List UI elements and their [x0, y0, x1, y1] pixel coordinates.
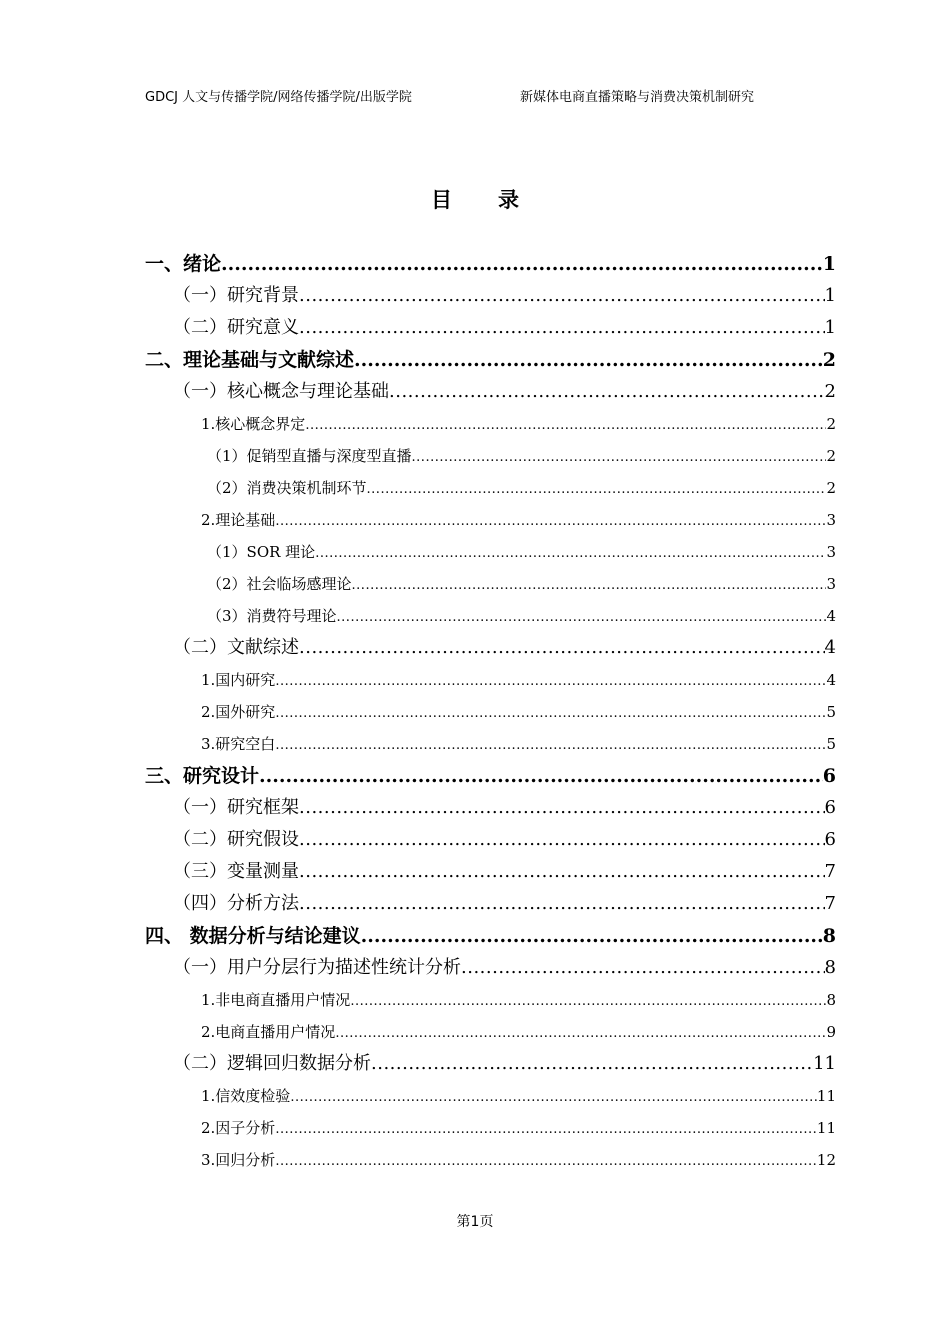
dot-leader	[259, 760, 823, 792]
dot-leader	[337, 602, 827, 634]
toc-entry-label: （二）研究意义	[173, 317, 299, 338]
toc-entry-page-number: 2	[826, 479, 836, 497]
toc-entry-label: （四）分析方法	[173, 893, 299, 914]
toc-entry-page-number: 4	[824, 637, 836, 658]
toc-entry-page-number: 11	[816, 1087, 836, 1105]
toc-entry-label: （1）SOR 理论	[207, 543, 316, 561]
dot-leader	[354, 344, 823, 376]
dot-leader	[335, 1018, 826, 1050]
toc-entry[interactable]	[145, 696, 836, 728]
toc-entry[interactable]	[145, 728, 836, 760]
dot-leader	[275, 506, 826, 538]
toc-entry-page-number: 1	[822, 253, 836, 275]
dot-leader	[275, 1114, 817, 1146]
toc-entry-page-number: 8	[824, 957, 836, 978]
dot-leader	[299, 888, 825, 920]
toc-entry[interactable]	[145, 1016, 836, 1048]
toc-entry[interactable]	[145, 952, 836, 984]
toc-entry[interactable]	[145, 600, 836, 632]
toc-entry-label: 2.国外研究	[201, 703, 276, 721]
toc-entry[interactable]	[145, 1048, 836, 1080]
toc-entry-page-number: 7	[824, 893, 836, 914]
toc-entry[interactable]	[145, 1144, 836, 1176]
dot-leader	[290, 1082, 817, 1114]
toc-entry-label: （2）社会临场感理论	[207, 575, 352, 593]
toc-entry-label: （2）消费决策机制环节	[207, 479, 367, 497]
toc-entry-label: （二）逻辑回归数据分析	[173, 1053, 371, 1074]
toc-entry[interactable]	[145, 504, 836, 536]
dot-leader	[299, 792, 825, 824]
toc-title: 目录	[431, 188, 565, 212]
toc-entry[interactable]	[145, 472, 836, 504]
toc-entry[interactable]	[145, 792, 836, 824]
dot-leader	[299, 824, 825, 856]
header-right-text: 新媒体电商直播策略与消费决策机制研究	[520, 90, 755, 105]
toc-entry-label: （三）变量测量	[173, 861, 299, 882]
toc-entry-page-number: 9	[826, 1023, 836, 1041]
toc-entry-page-number: 12	[816, 1151, 836, 1169]
toc-entry-label: （二）文献综述	[173, 637, 299, 658]
dot-leader	[371, 1048, 813, 1080]
dot-leader	[389, 376, 825, 408]
toc-entry-page-number: 11	[813, 1053, 836, 1074]
toc-entry[interactable]	[145, 344, 836, 376]
toc-entry-label: 3.研究空白	[201, 735, 276, 753]
toc-entry[interactable]	[145, 376, 836, 408]
toc-entry[interactable]	[145, 920, 836, 952]
toc-entry[interactable]	[145, 856, 836, 888]
toc-entry-label: （一）核心概念与理论基础	[173, 381, 389, 402]
toc-entry[interactable]	[145, 1080, 836, 1112]
toc-entry-label: （一）研究背景	[173, 285, 299, 306]
dot-leader	[299, 856, 825, 888]
toc-entry[interactable]	[145, 440, 836, 472]
toc-entry-page-number: 6	[824, 797, 836, 818]
dot-leader	[305, 410, 826, 442]
dot-leader	[367, 474, 827, 506]
page-footer: 第1页	[456, 1214, 494, 1230]
dot-leader	[315, 538, 826, 570]
dot-leader	[299, 632, 825, 664]
toc-entry-label: （一）用户分层行为描述性统计分析	[173, 957, 461, 978]
toc-entry-label: 一、绪论	[145, 253, 222, 275]
toc-entry[interactable]	[145, 984, 836, 1016]
dot-leader	[275, 666, 826, 698]
toc-entry-label: 2.理论基础	[201, 511, 276, 529]
dot-leader	[275, 1146, 817, 1178]
toc-entry-page-number: 2	[826, 415, 836, 433]
toc-entry-page-number: 1	[824, 317, 836, 338]
dot-leader	[350, 986, 826, 1018]
toc-entry-page-number: 2	[826, 447, 836, 465]
toc-entry-page-number: 3	[826, 575, 836, 593]
toc-entry-label: 2.电商直播用户情况	[201, 1023, 336, 1041]
toc-entry-label: 1.国内研究	[201, 671, 276, 689]
toc-entry-page-number: 1	[824, 285, 836, 306]
dot-leader	[275, 730, 826, 762]
toc-entry-page-number: 2	[822, 349, 836, 371]
toc-entry-label: （二）研究假设	[173, 829, 299, 850]
toc-entry-page-number: 3	[826, 511, 836, 529]
toc-entry[interactable]	[145, 888, 836, 920]
dot-leader	[299, 280, 825, 312]
table-of-contents	[145, 248, 836, 1176]
toc-entry-page-number: 4	[826, 607, 836, 625]
toc-entry-page-number: 6	[824, 829, 836, 850]
dot-leader	[299, 312, 825, 344]
toc-entry-page-number: 8	[822, 925, 836, 947]
dot-leader	[352, 570, 827, 602]
dot-leader	[461, 952, 825, 984]
toc-entry[interactable]	[145, 760, 836, 792]
toc-entry-page-number: 8	[826, 991, 836, 1009]
dot-leader	[412, 442, 827, 474]
header-left-text: GDCJ 人文与传播学院/网络传播学院/出版学院	[145, 90, 412, 105]
toc-entry[interactable]	[145, 280, 836, 312]
toc-entry-label: 2.因子分析	[201, 1119, 276, 1137]
toc-entry-page-number: 5	[826, 735, 836, 753]
toc-entry-label: 3.回归分析	[201, 1151, 276, 1169]
toc-entry[interactable]	[145, 1112, 836, 1144]
toc-entry-label: （1）促销型直播与深度型直播	[207, 447, 412, 465]
toc-entry-page-number: 11	[816, 1119, 836, 1137]
toc-entry[interactable]	[145, 632, 836, 664]
dot-leader	[221, 248, 823, 280]
toc-entry-page-number: 4	[826, 671, 836, 689]
toc-entry-label: 1.非电商直播用户情况	[201, 991, 351, 1009]
toc-entry-page-number: 6	[822, 765, 836, 787]
toc-entry-page-number: 2	[824, 381, 836, 402]
toc-entry[interactable]	[145, 568, 836, 600]
toc-entry[interactable]	[145, 664, 836, 696]
toc-entry-label: 三、研究设计	[145, 765, 260, 787]
toc-entry-page-number: 3	[826, 543, 836, 561]
toc-entry-page-number: 5	[826, 703, 836, 721]
toc-entry-label: 1.信效度检验	[201, 1087, 291, 1105]
toc-entry-label: （3）消费符号理论	[207, 607, 337, 625]
toc-entry-label: 二、理论基础与文献综述	[145, 349, 355, 371]
toc-entry[interactable]	[145, 536, 836, 568]
toc-entry[interactable]	[145, 408, 836, 440]
toc-entry[interactable]	[145, 312, 836, 344]
toc-entry[interactable]	[145, 824, 836, 856]
dot-leader	[275, 698, 826, 730]
toc-entry-label: 1.核心概念界定	[201, 415, 306, 433]
toc-entry[interactable]	[145, 248, 836, 280]
toc-entry-label: （一）研究框架	[173, 797, 299, 818]
toc-entry-label: 四、 数据分析与结论建议	[145, 925, 361, 947]
toc-entry-page-number: 7	[824, 861, 836, 882]
dot-leader	[361, 920, 823, 952]
